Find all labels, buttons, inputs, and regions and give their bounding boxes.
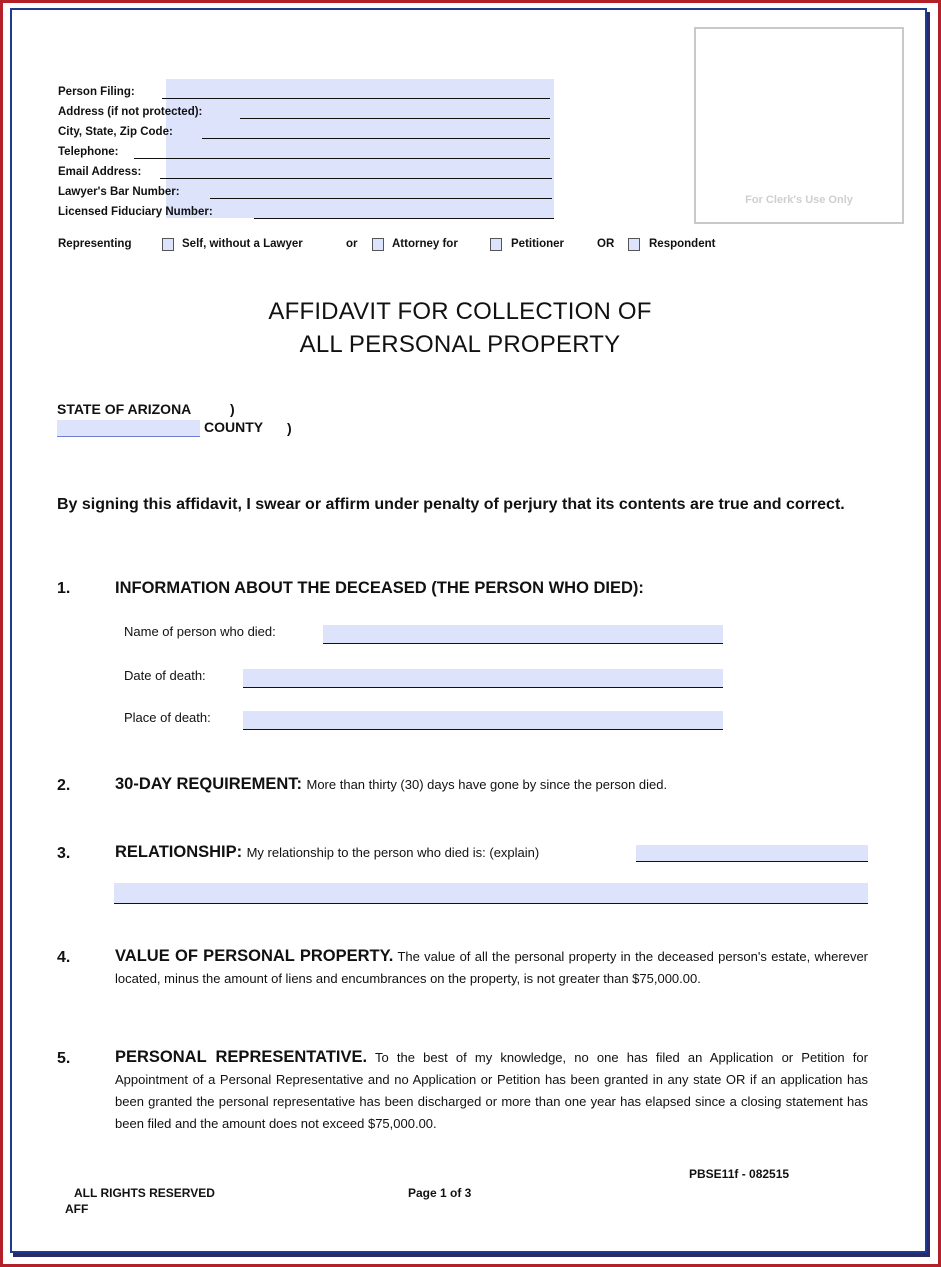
section-1-number: 1. <box>57 580 71 597</box>
city-state-zip-label: City, State, Zip Code: <box>58 126 173 138</box>
relationship-field-2[interactable] <box>114 903 868 904</box>
telephone-label: Telephone: <box>58 146 119 158</box>
name-of-deceased-label: Name of person who died: <box>124 624 276 639</box>
section-3-number: 3. <box>57 845 71 862</box>
place-of-death-field[interactable] <box>243 729 723 730</box>
section-5-text: To the best of my knowledge, no one has filed an Application or Petition for Appointment of a Personal Representative and no Application or Petition has been granted in any state OR if an application has been granted the personal representative has been discharged or more than one year has elapsed since a closing statement has been filed and the amount does not exceed $75,000.00. <box>115 1050 868 1131</box>
relationship-field-1[interactable] <box>636 861 868 862</box>
intro-statement: By signing this affidavit, I swear or affirm under penalty of perjury that its contents are true and correct. <box>57 496 845 513</box>
date-of-death-fill <box>243 669 723 687</box>
section-2-line <box>115 775 667 794</box>
fiduciary-number-field[interactable] <box>254 218 554 219</box>
section-1-heading: INFORMATION ABOUT THE DECEASED (THE PERSON WHO DIED): <box>115 579 644 597</box>
section-5-number: 5. <box>57 1050 71 1067</box>
name-of-deceased-field[interactable] <box>323 643 723 644</box>
or-upper-label: OR <box>597 238 615 250</box>
respondent-checkbox[interactable] <box>628 238 640 251</box>
section-4-paragraph <box>115 945 868 990</box>
email-label: Email Address: <box>58 166 142 178</box>
address-label: Address (if not protected): <box>58 106 203 118</box>
or-lower-label: or <box>346 238 358 250</box>
telephone-field[interactable] <box>134 158 550 159</box>
respondent-option-label: Respondent <box>649 238 716 250</box>
self-checkbox[interactable] <box>162 238 174 251</box>
date-of-death-field[interactable] <box>243 687 723 688</box>
aff-code: AFF <box>65 1202 89 1216</box>
self-option-label: Self, without a Lawyer <box>182 238 303 250</box>
address-field[interactable] <box>240 118 550 119</box>
section-5-heading: PERSONAL REPRESENTATIVE. <box>115 1048 368 1066</box>
email-field[interactable] <box>160 178 552 179</box>
place-of-death-fill <box>243 711 723 729</box>
person-filing-label: Person Filing: <box>58 86 135 98</box>
section-3-line <box>115 843 539 862</box>
county-paren: ) <box>287 420 292 436</box>
petitioner-option-label: Petitioner <box>511 238 565 250</box>
state-paren: ) <box>230 401 235 417</box>
page-number: Page 1 of 3 <box>408 1186 472 1200</box>
section-3-heading: RELATIONSHIP: <box>115 843 243 861</box>
form-code: PBSE11f - 082515 <box>689 1167 790 1181</box>
title-line-1: AFFIDAVIT FOR COLLECTION OF <box>268 298 652 325</box>
section-4-heading: VALUE OF PERSONAL PROPERTY. <box>115 947 394 965</box>
section-3-text: My relationship to the person who died is: (explain) <box>246 845 540 860</box>
county-field-fill <box>57 420 200 436</box>
state-label: STATE OF ARIZONA <box>57 401 192 417</box>
relationship-fill-1 <box>636 845 868 861</box>
county-label: COUNTY <box>204 419 264 435</box>
section-2-heading: 30-DAY REQUIREMENT: <box>115 775 303 793</box>
person-filing-field[interactable] <box>162 98 550 99</box>
section-2-text: More than thirty (30) days have gone by since the person died. <box>306 777 668 792</box>
county-field[interactable] <box>57 436 200 437</box>
attorney-checkbox[interactable] <box>372 238 384 251</box>
section-4-number: 4. <box>57 949 71 966</box>
city-state-zip-field[interactable] <box>202 138 550 139</box>
date-of-death-label: Date of death: <box>124 668 206 683</box>
attorney-option-label: Attorney for <box>392 238 458 250</box>
section-4-text: The value of all the personal property in the deceased person's estate, wherever located, minus the amount of liens and encumbrances on the property, is not greater than $75,000.00. <box>115 949 868 986</box>
representing-label: Representing <box>58 238 132 250</box>
place-of-death-label: Place of death: <box>124 710 211 725</box>
bar-number-label: Lawyer's Bar Number: <box>58 186 180 198</box>
bar-number-field[interactable] <box>210 198 552 199</box>
rights-reserved: ALL RIGHTS RESERVED <box>74 1186 215 1200</box>
section-2-number: 2. <box>57 777 71 794</box>
clerk-use-box <box>694 27 904 224</box>
clerk-use-label: For Clerk's Use Only <box>745 194 853 206</box>
fiduciary-number-label: Licensed Fiduciary Number: <box>58 206 213 218</box>
name-of-deceased-fill <box>323 625 723 643</box>
title-line-2: ALL PERSONAL PROPERTY <box>299 331 621 358</box>
petitioner-checkbox[interactable] <box>490 238 502 251</box>
section-5-paragraph <box>115 1046 868 1135</box>
relationship-fill-2 <box>114 883 868 903</box>
